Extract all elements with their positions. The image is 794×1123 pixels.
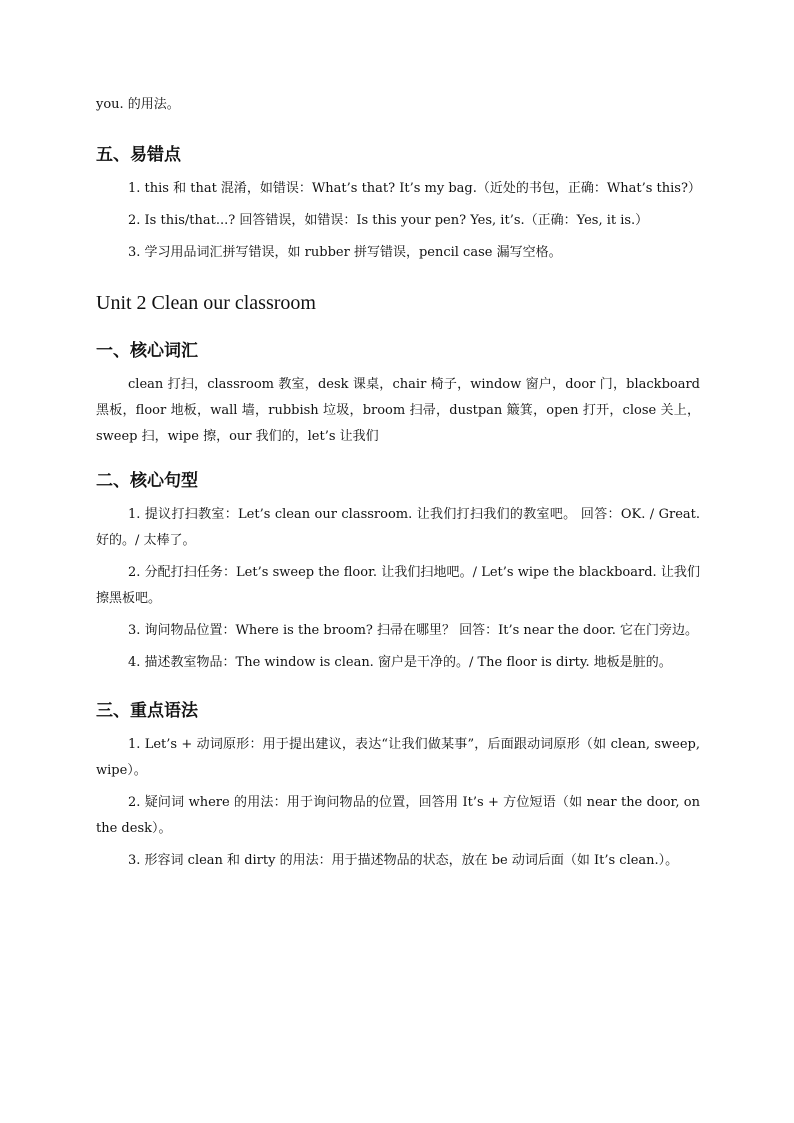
grammar-item-3: 3. 形容词 clean 和 dirty 的用法：用于描述物品的状态，放在 be 动词后面（如 It’s clean.）。	[128, 853, 679, 868]
sentence-item-4: 4. 描述教室物品：The window is clean. 窗户是干净的。/ The floor is dirty. 地板是脏的。	[128, 655, 672, 670]
document-page	[96, 92, 700, 874]
grammar-item-2: 2. 疑问词 where 的用法：用于询问物品的位置，回答用 It’s + 方位短语（如 near the door, on the desk）。	[96, 795, 700, 836]
grammar-item-1: 1. Let’s + 动词原形：用于提出建议，表达“让我们做某事”，后面跟动词原形（如 clean, sweep, wipe）。	[96, 737, 700, 778]
unit-title: Unit 2 Clean our classroom	[96, 292, 316, 314]
section-heading-mistakes: 五、易错点	[96, 145, 181, 165]
section-heading-grammar: 三、重点语法	[96, 701, 198, 721]
mistake-item-1: 1. this 和 that 混淆，如错误：What’s that? It’s my bag.（近处的书包，正确：What’s this?）	[128, 181, 701, 196]
mistake-item-2: 2. Is this/that...? 回答错误，如错误：Is this your pen? Yes, it’s.（正确：Yes, it is.）	[128, 213, 649, 228]
vocab-text: clean 打扫，classroom 教室，desk 课桌，chair 椅子，window 窗户，door 门，blackboard 黑板，floor 地板，wall 墙，rubbish 垃圾，broom 扫帚，dustpan 簸箕，open 打开，close 关上，sweep 扫，wipe 擦，our 我们的，let’s 让我们	[96, 377, 700, 444]
mistake-item-3: 3. 学习用品词汇拼写错误，如 rubber 拼写错误，pencil case 漏写空格。	[128, 245, 562, 260]
intro-text: you. 的用法。	[96, 97, 180, 112]
sentence-item-2: 2. 分配打扫任务：Let’s sweep the floor. 让我们扫地吧。/ Let’s wipe the blackboard. 让我们擦黑板吧。	[96, 565, 700, 606]
sentence-item-3: 3. 询问物品位置：Where is the broom? 扫帚在哪里？ 回答：It’s near the door. 它在门旁边。	[128, 623, 699, 638]
section-heading-sentences: 二、核心句型	[96, 471, 198, 491]
section-heading-vocab: 一、核心词汇	[96, 341, 198, 361]
sentence-item-1: 1. 提议打扫教室：Let’s clean our classroom. 让我们打扫我们的教室吧。 回答：OK. / Great. 好的。/ 太棒了。	[96, 507, 700, 548]
